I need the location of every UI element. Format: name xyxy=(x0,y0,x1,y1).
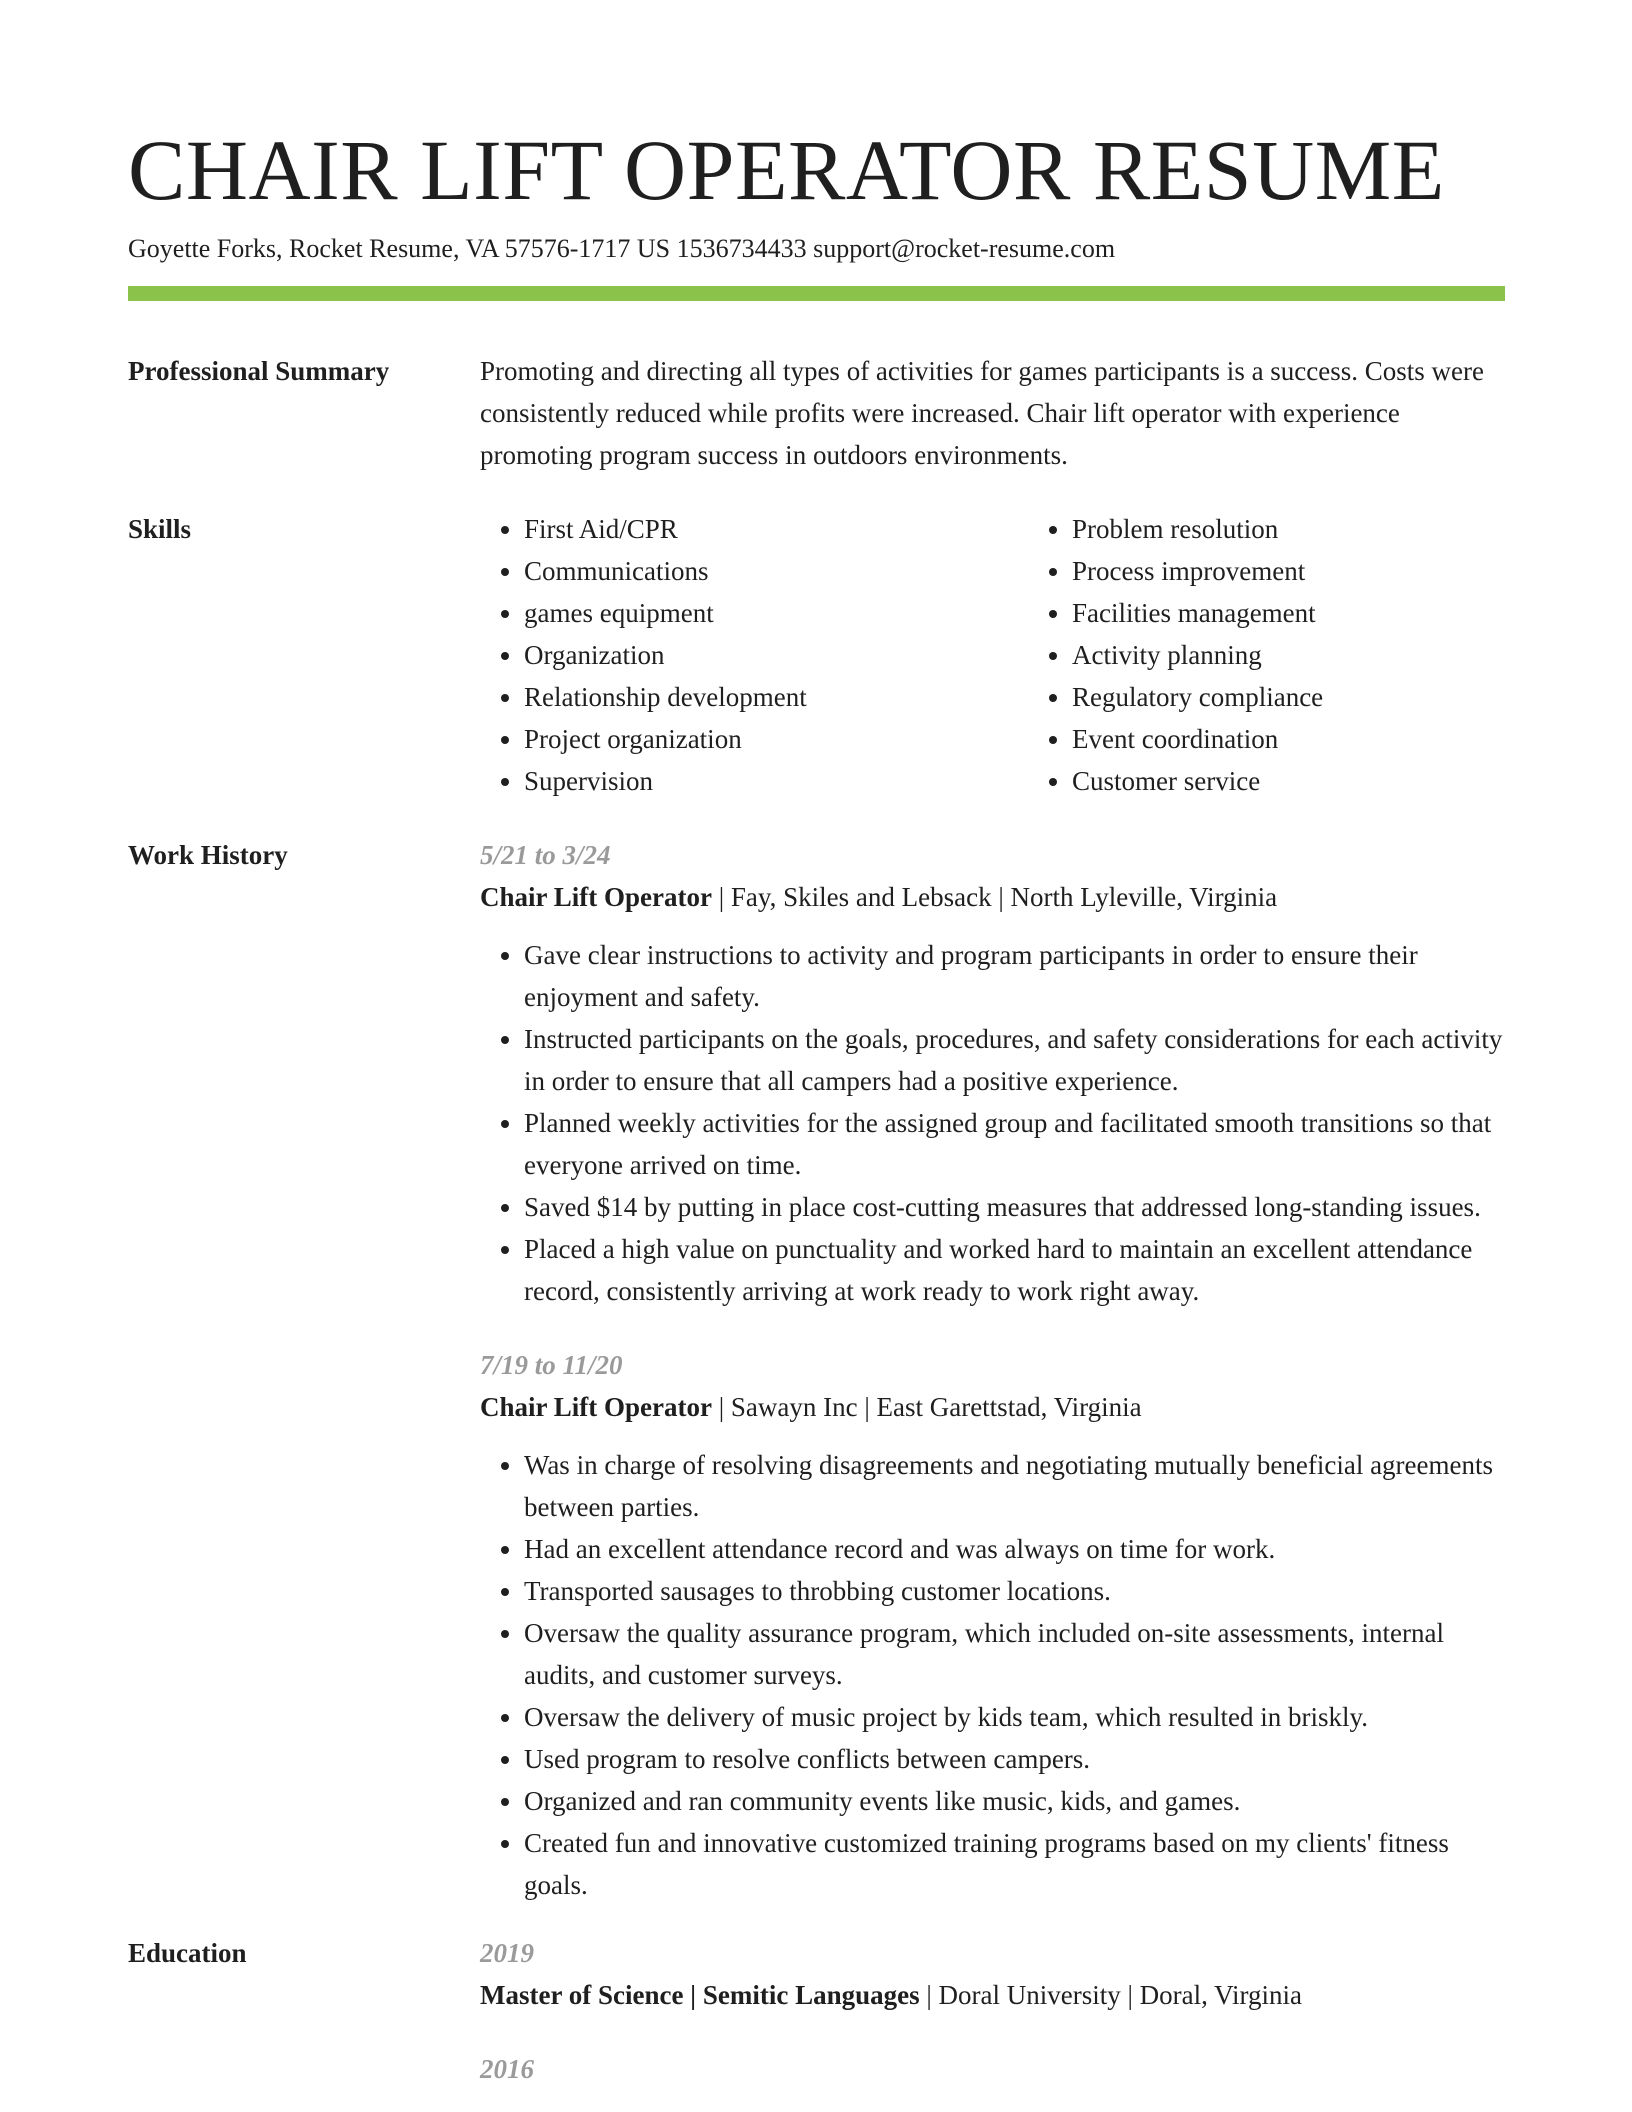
education-date: 2016 xyxy=(480,2054,534,2084)
job-bullet: • Created fun and innovative customized training programs based on my clients' fitness goals. xyxy=(524,1822,1505,1906)
skill-item: • First Aid/CPR xyxy=(524,508,1028,550)
job-title: Chair Lift Operator xyxy=(480,1392,712,1422)
job-bullets xyxy=(480,1444,1505,1906)
job-entry xyxy=(480,834,1505,1312)
education-date: 2019 xyxy=(480,1938,534,1968)
skill-item: • Organization xyxy=(524,634,1028,676)
skill-item: • Event coordination xyxy=(1072,718,1576,760)
education-header xyxy=(480,1974,1505,2016)
education-entries xyxy=(480,1932,1505,2090)
work-history-heading: Work History xyxy=(128,840,288,870)
skill-item: • Communications xyxy=(524,550,1028,592)
job-dates: 5/21 to 3/24 xyxy=(480,840,611,870)
job-employer-location: | Sawayn Inc | East Garettstad, Virginia xyxy=(711,1392,1142,1422)
job-bullet: • Oversaw the delivery of music project by kids team, which resulted in briskly. xyxy=(524,1696,1505,1738)
job-bullets xyxy=(480,934,1505,1312)
skill-item: • games equipment xyxy=(524,592,1028,634)
skills-columns xyxy=(480,508,1576,802)
job-bullet: • Placed a high value on punctuality and worked hard to maintain an excellent attendance record, consistently arriving at work ready to work right away. xyxy=(524,1228,1505,1312)
job-bullet: • Gave clear instructions to activity and program participants in order to ensure their enjoyment and safety. xyxy=(524,934,1505,1018)
summary-text: Promoting and directing all types of activities for games participants is a success. Costs were consistently reduced while profits were increased. Chair lift operator with experience promoting program success in outdoors environments. xyxy=(480,356,1485,470)
job-header xyxy=(480,876,1505,918)
skill-item: • Facilities management xyxy=(1072,592,1576,634)
work-history-entries xyxy=(480,834,1505,1906)
skill-item: • Problem resolution xyxy=(1072,508,1576,550)
education-heading: Education xyxy=(128,1938,247,1968)
skill-item: • Activity planning xyxy=(1072,634,1576,676)
job-bullet: • Organized and ran community events like music, kids, and games. xyxy=(524,1780,1505,1822)
skills-list-left xyxy=(480,508,1028,802)
education-entry xyxy=(480,1932,1505,2016)
summary-section xyxy=(128,350,1505,476)
skills-heading: Skills xyxy=(128,514,192,544)
accent-divider xyxy=(128,286,1505,301)
job-title: Chair Lift Operator xyxy=(480,882,712,912)
job-employer-location: | Fay, Skiles and Lebsack | North Lyleville, Virginia xyxy=(711,882,1278,912)
skill-item: • Customer service xyxy=(1072,760,1576,802)
job-bullet: • Transported sausages to throbbing customer locations. xyxy=(524,1570,1505,1612)
contact-line: Goyette Forks, Rocket Resume, VA 57576-1717 US 1536734433 support@rocket-resume.com xyxy=(128,234,1116,263)
skill-item: • Project organization xyxy=(524,718,1028,760)
skill-item: • Supervision xyxy=(524,760,1028,802)
degree-name: Master of Science | Semitic Languages xyxy=(480,1980,920,2010)
skills-list-right xyxy=(1028,508,1576,802)
job-dates: 7/19 to 11/20 xyxy=(480,1350,623,1380)
education-section xyxy=(128,1932,1505,2090)
job-bullet: • Saved $14 by putting in place cost-cutting measures that addressed long-standing issues. xyxy=(524,1186,1505,1228)
job-entry xyxy=(480,1344,1505,1906)
skill-item: • Process improvement xyxy=(1072,550,1576,592)
work-history-section xyxy=(128,834,1505,1906)
resume-title: CHAIR LIFT OPERATOR RESUME xyxy=(128,122,1445,218)
job-bullet: • Used program to resolve conflicts between campers. xyxy=(524,1738,1505,1780)
job-bullet: • Was in charge of resolving disagreements and negotiating mutually beneficial agreements between parties. xyxy=(524,1444,1505,1528)
job-bullet: • Had an excellent attendance record and was always on time for work. xyxy=(524,1528,1505,1570)
skills-section xyxy=(128,508,1505,802)
summary-heading: Professional Summary xyxy=(128,356,390,386)
skill-item: • Relationship development xyxy=(524,676,1028,718)
education-entry xyxy=(480,2048,1505,2090)
job-bullet: • Instructed participants on the goals, procedures, and safety considerations for each activity in order to ensure that all campers had a positive experience. xyxy=(524,1018,1505,1102)
resume-page xyxy=(128,118,1505,2090)
job-bullet: • Planned weekly activities for the assigned group and facilitated smooth transitions so that everyone arrived on time. xyxy=(524,1102,1505,1186)
job-bullet: • Oversaw the quality assurance program, which included on-site assessments, internal audits, and customer surveys. xyxy=(524,1612,1505,1696)
skill-item: • Regulatory compliance xyxy=(1072,676,1576,718)
school-location: | Doral University | Doral, Virginia xyxy=(919,1980,1303,2010)
job-header xyxy=(480,1386,1505,1428)
